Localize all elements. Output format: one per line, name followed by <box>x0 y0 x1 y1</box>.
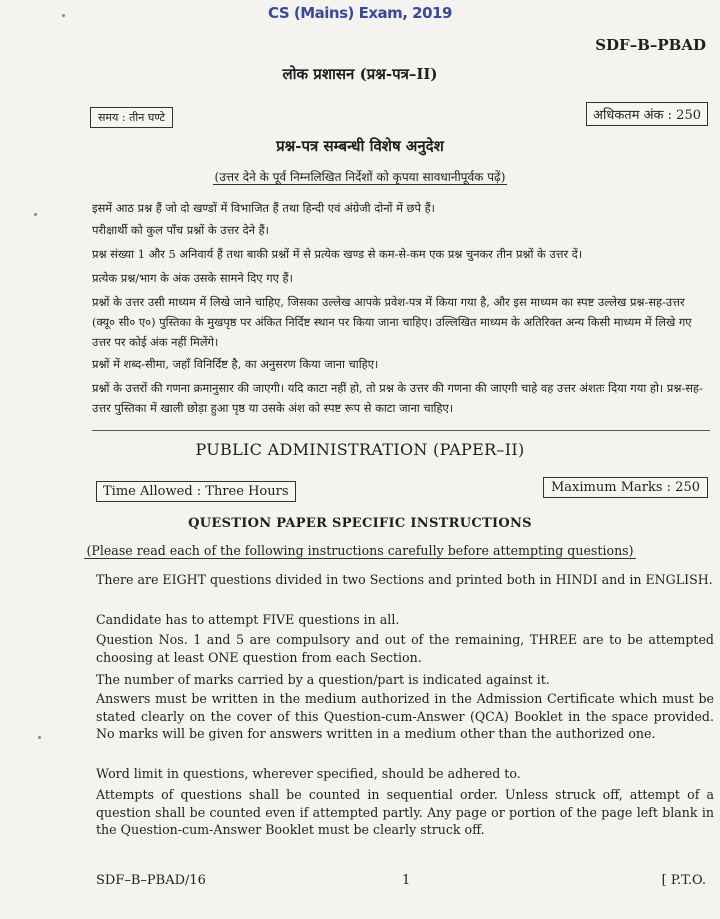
hindi-please-read-text: (उत्तर देने के पूर्व निम्नलिखित निर्देशों को कृपया सावधानीपूर्वक पढ़ें) <box>214 170 506 184</box>
english-instruction-5: Answers must be written in the medium authorized in the Admission Certificate which must be stated clearly on the cover of this Question-cum-Answer (QCA) Booklet in the space provided. No marks will be given for answers written in a medium other than the authorized one. <box>96 691 714 741</box>
english-instruction-7: Attempts of questions shall be counted in sequential order. Unless struck off, attempt of a question shall be counted even if attempted partly. Any page or portion of the page left blank in the Question-cum-Answer Booklet must be clearly struck off. <box>96 787 714 837</box>
scan-speck <box>34 213 37 216</box>
hindi-marks-box: अधिकतम अंक : 250 <box>586 102 708 126</box>
hindi-instructions-heading: प्रश्न-पत्र सम्बन्धी विशेष अनुदेश <box>276 137 444 155</box>
english-paper-title: PUBLIC ADMINISTRATION (PAPER–II) <box>195 440 525 459</box>
english-instruction-2: Candidate has to attempt FIVE questions in all. <box>96 612 400 627</box>
hindi-instruction-7: प्रश्नों के उत्तरों की गणना क्रमानुसार की जाएगी। यदि काटा नहीं हो, तो प्रश्न के उत्तर की गणना की जाएगी चाहे वह उत्तर अंशतः दिया गया हो। प्रश्न-सह-उत्तर पुस्तिका में खाली छोड़ा हुआ पृष्ठ या उसके अंश को स्पष्ट रूप से काटा जाना चाहिए। <box>92 381 703 415</box>
hindi-instruction-4: प्रत्येक प्रश्न/भाग के अंक उसके सामने दिए गए हैं। <box>92 271 293 285</box>
paper-code-top: SDF–B–PBAD <box>595 36 706 54</box>
hindi-please-read <box>0 168 720 185</box>
english-please-read-text: (Please read each of the following instructions carefully before attempting questions) <box>86 543 634 558</box>
hindi-instruction-1: इसमें आठ प्रश्न हैं जो दो खण्डों में विभाजित हैं तथा हिन्दी एवं अंग्रेजी दोनों में छपे हैं। <box>92 201 435 215</box>
english-instruction-3: Question Nos. 1 and 5 are compulsory and out of the remaining, THREE are to be attempted choosing at least ONE question from each Section. <box>96 632 714 665</box>
footer-paper-code: SDF–B–PBAD/16 <box>96 873 206 888</box>
hindi-time-box: समय : तीन घण्टे <box>90 107 173 128</box>
scan-speck <box>38 736 41 739</box>
english-instruction-4: The number of marks carried by a question/part is indicated against it. <box>96 672 550 687</box>
english-instruction-1: There are EIGHT questions divided in two Sections and printed both in HINDI and in ENGLISH. <box>96 572 713 587</box>
hindi-instruction-6: प्रश्नों में शब्द-सीमा, जहाँ विनिर्दिष्ट है, का अनुसरण किया जाना चाहिए। <box>92 357 379 371</box>
hindi-instruction-3: प्रश्न संख्या 1 और 5 अनिवार्य हैं तथा बाकी प्रश्नों में से प्रत्येक खण्ड से कम-से-कम एक प्रश्न चुनकर तीन प्रश्नों के उत्तर दें। <box>92 247 583 261</box>
english-marks-box: Maximum Marks : 250 <box>543 477 708 498</box>
footer-pto: [ P.T.O. <box>661 873 706 888</box>
footer-page-number: 1 <box>402 873 411 888</box>
hindi-instruction-2: परीक्षार्थी को कुल पाँच प्रश्नों के उत्तर देने हैं। <box>92 223 269 237</box>
hindi-paper-title: लोक प्रशासन (प्रश्न-पत्र–II) <box>282 65 438 83</box>
hindi-instruction-5: प्रश्नों के उत्तर उसी माध्यम में लिखे जाने चाहिए, जिसका उल्लेख आपके प्रवेश-पत्र में किया गया है, और इस माध्यम का स्पष्ट उल्लेख प्रश्न-सह-उत्तर (क्यू० सी० ए०) पुस्तिका के मुखपृष्ठ पर अंकित निर्दिष्ट स्थान पर किया जाना चाहिए। उल्लिखित माध्यम के अतिरिक्त अन्य किसी माध्यम में लिखे गए उत्तर पर कोई अंक नहीं मिलेंगे। <box>92 295 692 349</box>
english-please-read <box>0 543 720 558</box>
section-divider <box>92 430 710 431</box>
exam-stamp: CS (Mains) Exam, 2019 <box>268 4 452 22</box>
english-instructions-heading: QUESTION PAPER SPECIFIC INSTRUCTIONS <box>188 516 532 531</box>
english-time-box: Time Allowed : Three Hours <box>96 481 296 502</box>
english-instruction-6: Word limit in questions, wherever specified, should be adhered to. <box>96 766 521 781</box>
scan-speck <box>62 14 65 17</box>
